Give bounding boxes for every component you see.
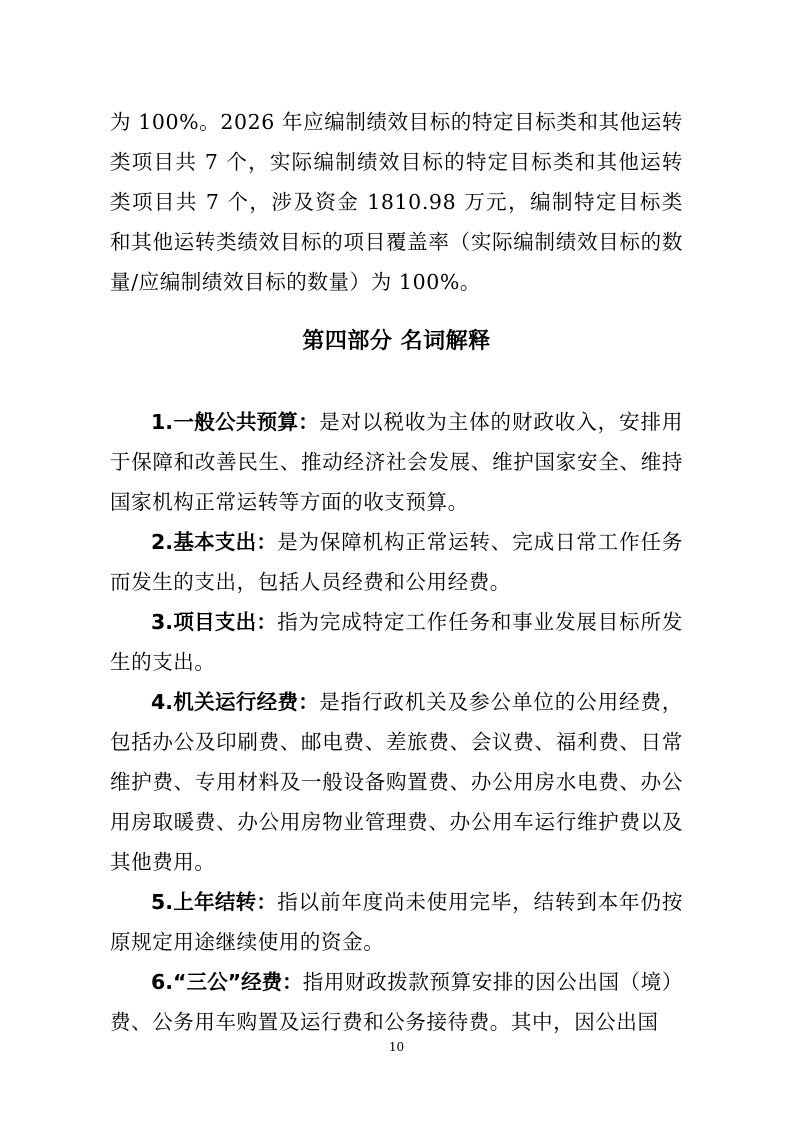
term-definition: 是为保障机构正常运转、完成日常工作任务而发生的支出，包括人员经费和公用经费。 — [110, 530, 683, 594]
term-operating-funds — [110, 682, 683, 882]
term-general-public-budget — [110, 402, 683, 522]
page-number: 10 — [388, 1040, 405, 1054]
term-label: 6.“三公”经费： — [151, 970, 303, 994]
term-definition: 指用财政拨款预算安排的因公出国（境）费、公务用车购置及运行费和公务接待费。其中，因公出国 — [110, 970, 683, 1034]
term-label: 5.上年结转： — [151, 890, 278, 914]
intro-paragraph: 为 100%。2026 年应编制绩效目标的特定目标类和其他运转类项目共 7 个，实际编制绩效目标的特定目标类和其他运转类项目共 7 个，涉及资金 1810.98 万元，编制特定目标类和其他运转类绩效目标的项目覆盖率（实际编制绩效目标的数量/应编制绩效目标的数量）为 100%。 — [110, 110, 683, 294]
term-definition: 是对以税收为主体的财政收入，安排用于保障和改善民生、推动经济社会发展、维护国家安全、维持国家机构正常运转等方面的收支预算。 — [110, 410, 683, 514]
term-three-public-funds — [110, 962, 683, 1042]
term-basic-expenditure — [110, 522, 683, 602]
term-label: 2.基本支出： — [151, 530, 278, 554]
term-definition: 指以前年度尚未使用完毕，结转到本年仍按原规定用途继续使用的资金。 — [110, 890, 683, 954]
term-definition: 指为完成特定工作任务和事业发展目标所发生的支出。 — [110, 610, 683, 674]
section-title: 第四部分 名词解释 — [302, 329, 491, 354]
term-project-expenditure — [110, 602, 683, 682]
term-label: 4.机关运行经费： — [151, 690, 320, 714]
term-label: 3.项目支出： — [151, 610, 278, 634]
term-carryover — [110, 882, 683, 962]
term-label: 1.一般公共预算： — [151, 410, 320, 434]
term-definition: 是指行政机关及参公单位的公用经费，包括办公及印刷费、邮电费、差旅费、会议费、福利费、日常维护费、专用材料及一般设备购置费、办公用房水电费、办公用房取暖费、办公用房物业管理费、办公用车运行维护费以及其他费用。 — [110, 690, 683, 874]
